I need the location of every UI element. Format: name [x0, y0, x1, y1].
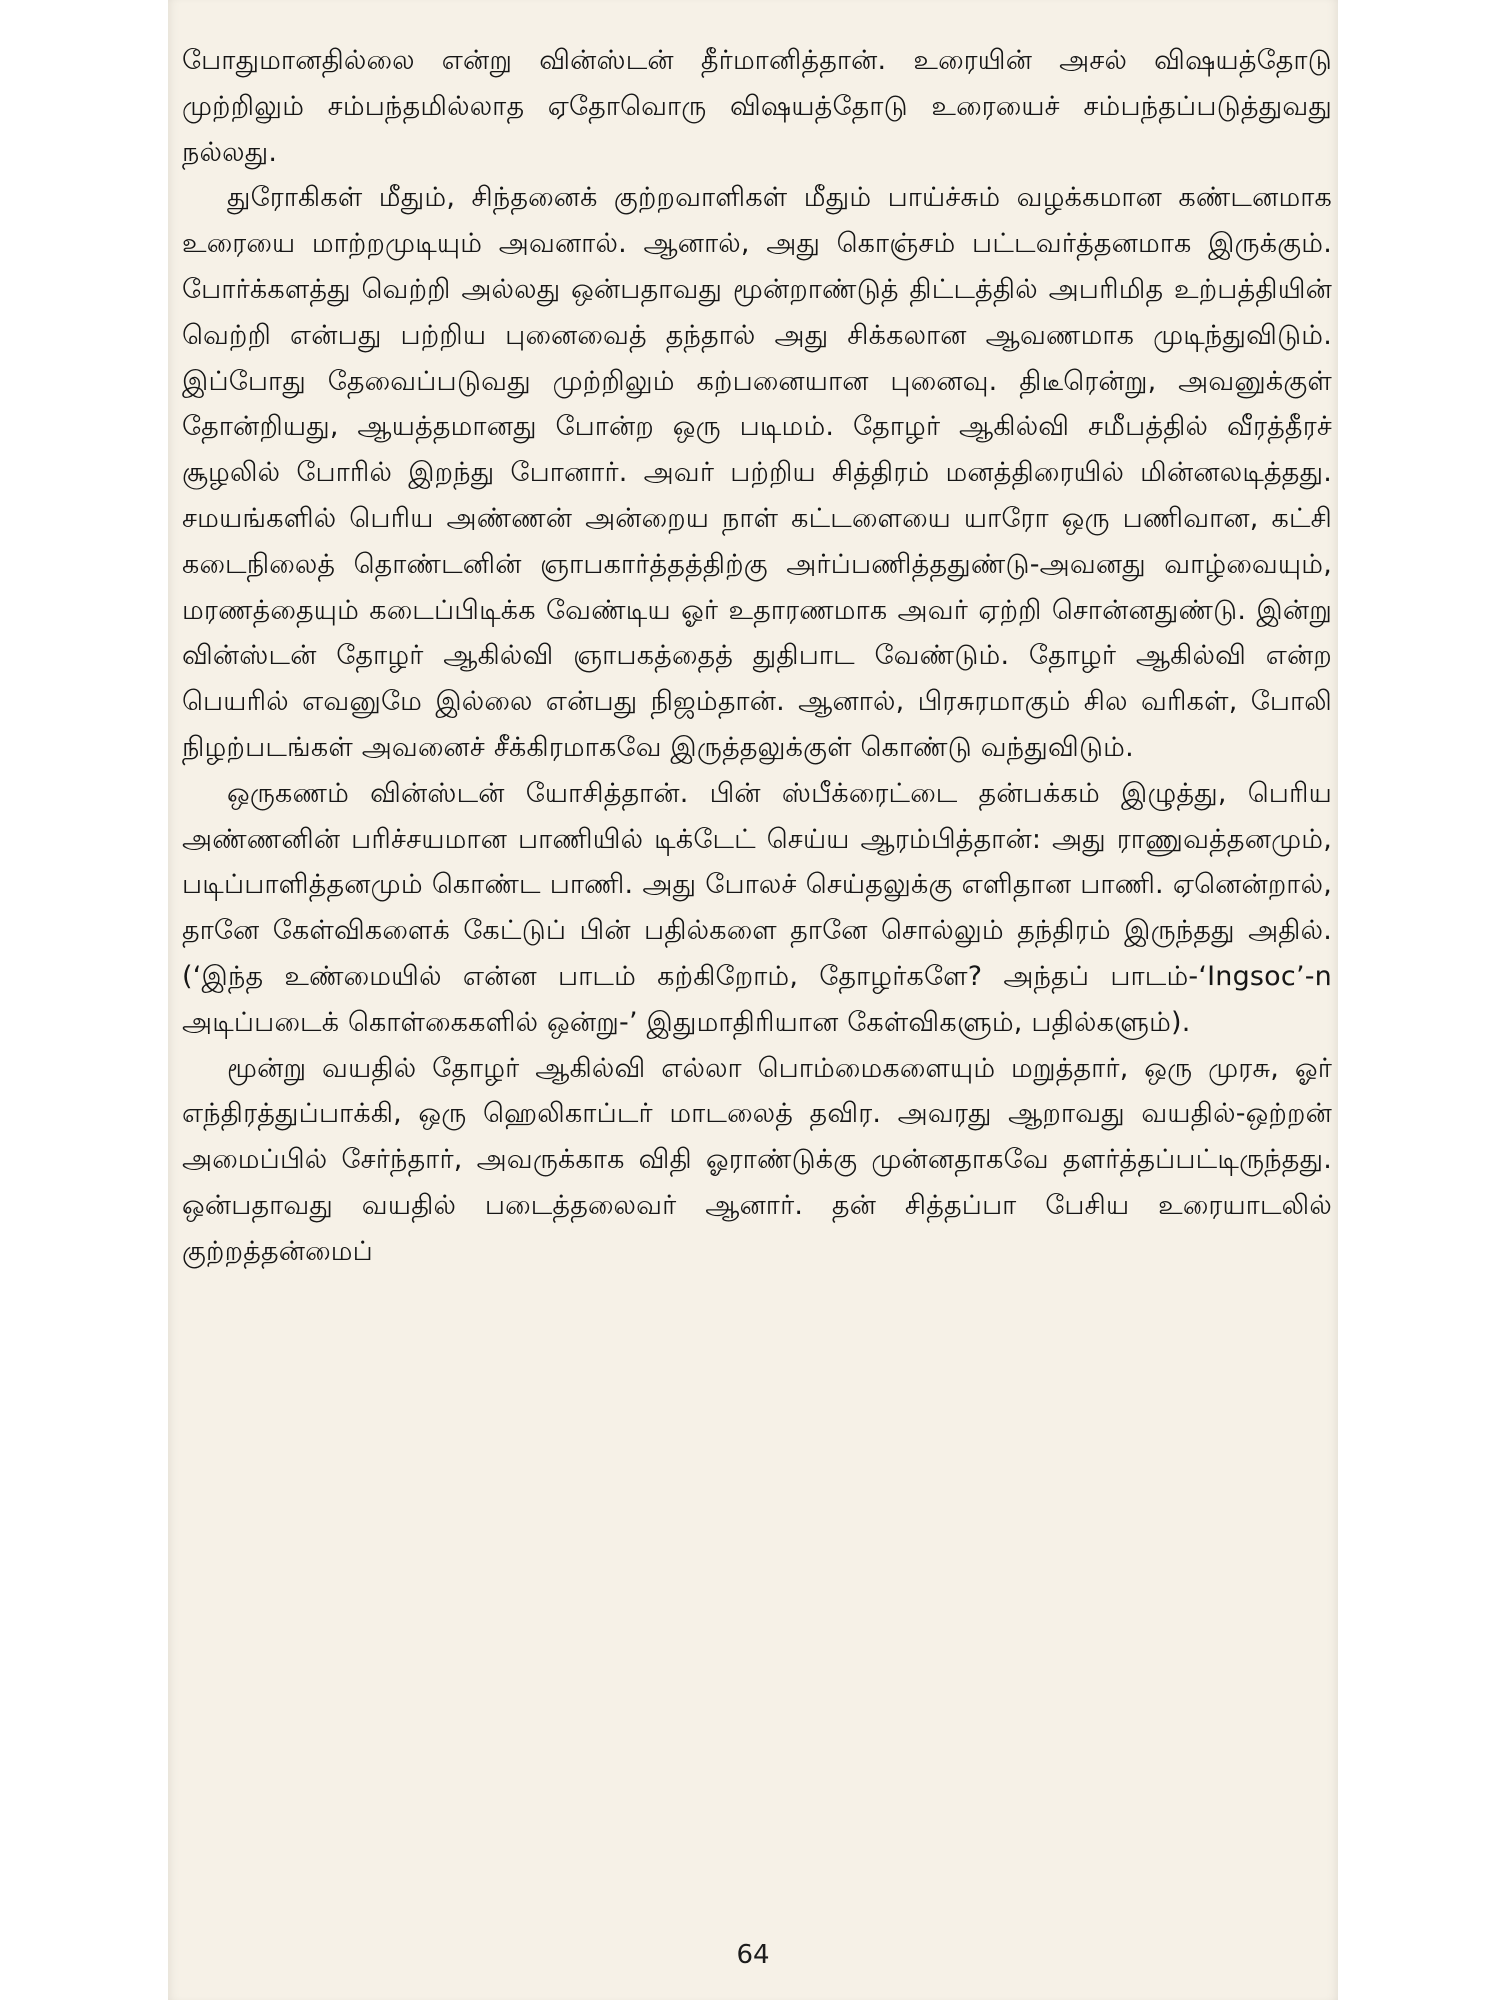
paragraph-2: துரோகிகள் மீதும், சிந்தனைக் குற்றவாளிகள் மீதும் பாய்ச்சும் வழக்கமான கண்டனமாக உரையை மாற்றமுடியும் அவனால். ஆனால், அது கொஞ்சம் பட்டவர்த்தனமாக இருக்கும். போர்க்களத்து வெற்றி அல்லது ஒன்பதாவது மூன்றாண்டுத் திட்டத்தில் அபரிமித உற்பத்தியின் வெற்றி என்பது பற்றிய புனைவைத் தந்தால் அது சிக்கலான ஆவணமாக முடிந்துவிடும். இப்போது தேவைப்படுவது முற்றிலும் கற்பனையான புனைவு. திடீரென்று, அவனுக்குள் தோன்றியது, ஆயத்தமானது போன்ற ஒரு படிமம். தோழர் ஆகில்வி சமீபத்தில் வீரத்தீரச் சூழலில் போரில் இறந்து போனார். அவர் பற்றிய சித்திரம் மனத்திரையில் மின்னலடித்தது. சமயங்களில் பெரிய அண்ணன் அன்றைய நாள் கட்டளையை யாரோ ஒரு பணிவான, கட்சி கடைநிலைத் தொண்டனின் ஞாபகார்த்தத்திற்கு அர்ப்பணித்ததுண்டு-அவனது வாழ்வையும், மரணத்தையும் கடைப்பிடிக்க வேண்டிய ஓர் உதாரணமாக அவர் ஏற்றி சொன்னதுண்டு. இன்று வின்ஸ்டன் தோழர் ஆகில்வி ஞாபகத்தைத் துதிபாட வேண்டும். தோழர் ஆகில்வி என்ற பெயரில் எவனுமே இல்லை என்பது நிஜம்தான். ஆனால், பிரசுரமாகும் சில வரிகள், போலி நிழற்படங்கள் அவனைச் சீக்கிரமாகவே இருத்தலுக்குள் கொண்டு வந்துவிடும். — [182, 182, 1332, 763]
page-number: 64 — [736, 1940, 770, 1970]
paragraph-3: ஒருகணம் வின்ஸ்டன் யோசித்தான். பின் ஸ்பீக்ரைட்டை தன்பக்கம் இழுத்து, பெரிய அண்ணனின் பரிச்சயமான பாணியில் டிக்டேட் செய்ய ஆரம்பித்தான்: அது ராணுவத்தனமும், படிப்பாளித்தனமும் கொண்ட பாணி. அது போலச் செய்தலுக்கு எளிதான பாணி. ஏனென்றால், தானே கேள்விகளைக் கேட்டுப் பின் பதில்களை தானே சொல்லும் தந்திரம் இருந்தது அதில். (‘இந்த உண்மையில் என்ன பாடம் கற்கிறோம், தோழர்களே? அந்தப் பாடம்-‘Ingsoc’-n அடிப்படைக் கொள்கைகளில் ஒன்று-’ இதுமாதிரியான கேள்விகளும், பதில்களும்). — [182, 777, 1332, 1038]
body-text — [182, 38, 1332, 1275]
book-page — [168, 0, 1338, 2000]
paragraph-1: போதுமானதில்லை என்று வின்ஸ்டன் தீர்மானித்தான். உரையின் அசல் விஷயத்தோடு முற்றிலும் சம்பந்தமில்லாத ஏதோவொரு விஷயத்தோடு உரையைச் சம்பந்தப்படுத்துவது நல்லது. — [182, 45, 1332, 168]
paragraph-4: மூன்று வயதில் தோழர் ஆகில்வி எல்லா பொம்மைகளையும் மறுத்தார், ஒரு முரசு, ஓர் எந்திரத்துப்பாக்கி, ஒரு ஹெலிகாப்டர் மாடலைத் தவிர. அவரது ஆறாவது வயதில்-ஒற்றன் அமைப்பில் சேர்ந்தார், அவருக்காக விதி ஓராண்டுக்கு முன்னதாகவே தளர்த்தப்பட்டிருந்தது. ஒன்பதாவது வயதில் படைத்தலைவர் ஆனார். தன் சித்தப்பா பேசிய உரையாடலில் குற்றத்தன்மைப் — [182, 1052, 1332, 1267]
